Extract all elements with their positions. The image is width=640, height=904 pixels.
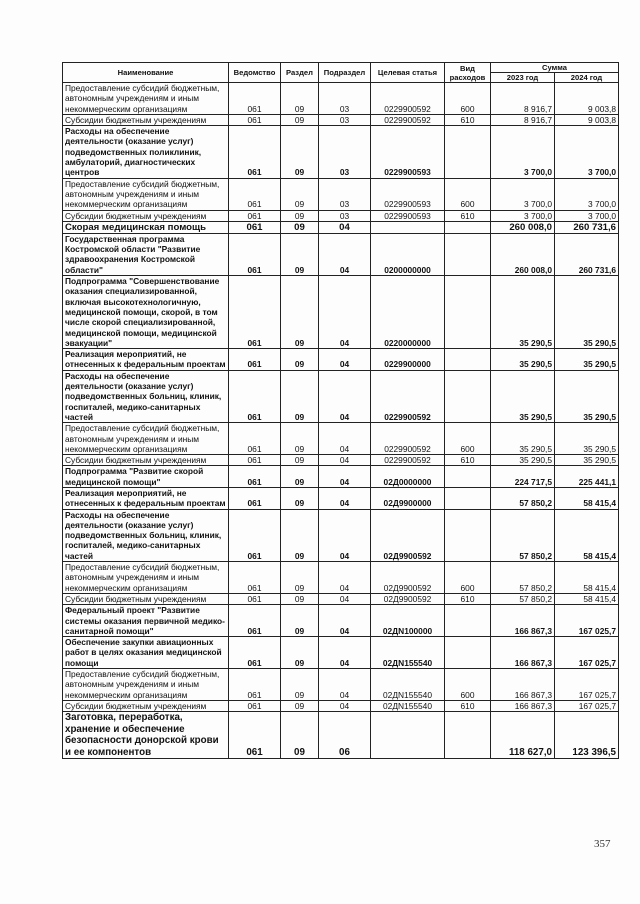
cell-type: 600	[445, 423, 491, 455]
cell-y1: 35 290,5	[491, 276, 555, 349]
cell-dept: 061	[229, 700, 281, 711]
cell-y2: 9 003,8	[555, 114, 619, 125]
cell-name: Реализация мероприятий, не отнесенных к федеральным проектам	[63, 487, 229, 509]
cell-y1: 260 008,0	[491, 221, 555, 233]
cell-section: 09	[281, 233, 319, 275]
table-row	[63, 210, 619, 221]
cell-type	[445, 126, 491, 178]
cell-type: 610	[445, 114, 491, 125]
cell-y1: 35 290,5	[491, 370, 555, 422]
cell-type: 600	[445, 562, 491, 594]
cell-y2: 58 415,4	[555, 562, 619, 594]
cell-target	[371, 712, 445, 759]
page-number: 357	[594, 838, 611, 850]
cell-subsection: 04	[319, 593, 371, 604]
cell-dept: 061	[229, 178, 281, 210]
cell-section: 09	[281, 562, 319, 594]
header-name: Наименование	[63, 63, 229, 83]
cell-type: 600	[445, 178, 491, 210]
table-row	[63, 466, 619, 488]
cell-type: 610	[445, 455, 491, 466]
cell-target: 02Д9900000	[371, 487, 445, 509]
cell-type	[445, 370, 491, 422]
cell-subsection: 03	[319, 114, 371, 125]
cell-y1: 260 008,0	[491, 233, 555, 275]
cell-subsection: 04	[319, 487, 371, 509]
cell-section: 09	[281, 221, 319, 233]
table-row	[63, 593, 619, 604]
cell-dept: 061	[229, 349, 281, 371]
cell-section: 09	[281, 83, 319, 115]
cell-y1: 3 700,0	[491, 178, 555, 210]
cell-y1: 57 850,2	[491, 509, 555, 561]
cell-type: 610	[445, 700, 491, 711]
header-section: Раздел	[281, 63, 319, 83]
table-row	[63, 370, 619, 422]
cell-y1: 118 627,0	[491, 712, 555, 759]
table-header	[63, 63, 619, 83]
cell-subsection: 04	[319, 562, 371, 594]
table-row	[63, 233, 619, 275]
cell-type	[445, 712, 491, 759]
cell-target: 02ДN155540	[371, 700, 445, 711]
cell-y2: 58 415,4	[555, 487, 619, 509]
header-target: Целевая статья	[371, 63, 445, 83]
header-year-2024: 2024 год	[555, 73, 619, 83]
cell-section: 09	[281, 370, 319, 422]
cell-name: Предоставление субсидий бюджетным, автономным учреждениям и иным некоммерческим организациям	[63, 562, 229, 594]
cell-type	[445, 276, 491, 349]
cell-name: Скорая медицинская помощь	[63, 221, 229, 233]
cell-subsection: 04	[319, 423, 371, 455]
cell-type	[445, 605, 491, 637]
table-row	[63, 349, 619, 371]
cell-subsection: 04	[319, 276, 371, 349]
cell-name: Предоставление субсидий бюджетным, автономным учреждениям и иным некоммерческим организациям	[63, 423, 229, 455]
cell-y1: 35 290,5	[491, 423, 555, 455]
table-row	[63, 562, 619, 594]
cell-dept: 061	[229, 712, 281, 759]
cell-y1: 57 850,2	[491, 562, 555, 594]
cell-dept: 061	[229, 126, 281, 178]
table-row	[63, 423, 619, 455]
cell-y1: 8 916,7	[491, 83, 555, 115]
cell-dept: 061	[229, 233, 281, 275]
cell-subsection: 04	[319, 349, 371, 371]
cell-subsection: 04	[319, 509, 371, 561]
cell-subsection: 03	[319, 126, 371, 178]
cell-y2: 167 025,7	[555, 637, 619, 669]
cell-subsection: 04	[319, 605, 371, 637]
cell-section: 09	[281, 423, 319, 455]
cell-subsection: 04	[319, 233, 371, 275]
cell-y2: 35 290,5	[555, 423, 619, 455]
table-row	[63, 114, 619, 125]
cell-target: 0200000000	[371, 233, 445, 275]
cell-dept: 061	[229, 487, 281, 509]
cell-type	[445, 637, 491, 669]
cell-y1: 166 867,3	[491, 669, 555, 701]
cell-name: Государственная программа Костромской области "Развитие здравоохранения Костромской области"	[63, 233, 229, 275]
cell-dept: 061	[229, 637, 281, 669]
cell-y2: 9 003,8	[555, 83, 619, 115]
cell-name: Субсидии бюджетным учреждениям	[63, 593, 229, 604]
cell-name: Субсидии бюджетным учреждениям	[63, 455, 229, 466]
cell-name: Субсидии бюджетным учреждениям	[63, 114, 229, 125]
cell-dept: 061	[229, 455, 281, 466]
table-body	[63, 83, 619, 759]
cell-type: 610	[445, 593, 491, 604]
cell-name: Предоставление субсидий бюджетным, автономным учреждениям и иным некоммерческим организациям	[63, 669, 229, 701]
header-dept: Ведомство	[229, 63, 281, 83]
cell-section: 09	[281, 487, 319, 509]
cell-y2: 225 441,1	[555, 466, 619, 488]
table-row	[63, 221, 619, 233]
cell-subsection: 03	[319, 210, 371, 221]
cell-dept: 061	[229, 466, 281, 488]
cell-subsection: 03	[319, 83, 371, 115]
cell-name: Заготовка, переработка, хранение и обеспечение безопасности донорской крови и ее компонентов	[63, 712, 229, 759]
cell-dept: 061	[229, 509, 281, 561]
cell-y1: 35 290,5	[491, 349, 555, 371]
cell-section: 09	[281, 669, 319, 701]
cell-name: Предоставление субсидий бюджетным, автономным учреждениям и иным некоммерческим организациям	[63, 178, 229, 210]
cell-name: Подпрограмма "Совершенствование оказания специализированной, включая высокотехнологичную, медицинской помощи, скорой, в том числе скорой специализированной, медицинской помощи, медицинской эвакуации"	[63, 276, 229, 349]
cell-type	[445, 349, 491, 371]
table-row	[63, 637, 619, 669]
cell-target: 02Д0000000	[371, 466, 445, 488]
cell-y2: 35 290,5	[555, 349, 619, 371]
cell-name: Расходы на обеспечение деятельности (оказание услуг) подведомственных больниц, клиник, госпиталей, медико-санитарных частей	[63, 370, 229, 422]
header-sum: Сумма	[491, 63, 619, 73]
cell-dept: 061	[229, 562, 281, 594]
cell-subsection: 03	[319, 178, 371, 210]
cell-name: Федеральный проект "Развитие системы оказания первичной медико-санитарной помощи"	[63, 605, 229, 637]
cell-type	[445, 221, 491, 233]
cell-subsection: 04	[319, 221, 371, 233]
cell-y2: 167 025,7	[555, 669, 619, 701]
cell-type: 610	[445, 210, 491, 221]
cell-target: 0229900592	[371, 370, 445, 422]
cell-dept: 061	[229, 605, 281, 637]
cell-subsection: 06	[319, 712, 371, 759]
cell-target: 02Д9900592	[371, 562, 445, 594]
cell-type	[445, 466, 491, 488]
cell-target: 0229900593	[371, 210, 445, 221]
cell-name: Расходы на обеспечение деятельности (оказание услуг) подведомственных больниц, клиник, госпиталей, медико-санитарных частей	[63, 509, 229, 561]
cell-y1: 3 700,0	[491, 126, 555, 178]
cell-dept: 061	[229, 370, 281, 422]
cell-subsection: 04	[319, 700, 371, 711]
cell-y2: 260 731,6	[555, 233, 619, 275]
cell-y2: 58 415,4	[555, 509, 619, 561]
cell-name: Расходы на обеспечение деятельности (оказание услуг) подведомственных поликлиник, амбулаторий, диагностических центров	[63, 126, 229, 178]
cell-target: 0229900593	[371, 126, 445, 178]
cell-y1: 57 850,2	[491, 487, 555, 509]
cell-dept: 061	[229, 593, 281, 604]
table-row	[63, 178, 619, 210]
cell-name: Субсидии бюджетным учреждениям	[63, 700, 229, 711]
cell-y1: 8 916,7	[491, 114, 555, 125]
table-row	[63, 276, 619, 349]
cell-dept: 061	[229, 221, 281, 233]
cell-section: 09	[281, 466, 319, 488]
cell-y2: 35 290,5	[555, 276, 619, 349]
cell-y2: 167 025,7	[555, 700, 619, 711]
cell-target: 0229900592	[371, 455, 445, 466]
table-row	[63, 700, 619, 711]
cell-type: 600	[445, 669, 491, 701]
cell-type	[445, 509, 491, 561]
cell-subsection: 04	[319, 370, 371, 422]
table-row	[63, 126, 619, 178]
table-row	[63, 669, 619, 701]
cell-section: 09	[281, 712, 319, 759]
cell-y2: 260 731,6	[555, 221, 619, 233]
table-row	[63, 455, 619, 466]
cell-subsection: 04	[319, 455, 371, 466]
cell-target: 02Д9900592	[371, 509, 445, 561]
cell-target: 0229900593	[371, 178, 445, 210]
cell-y1: 3 700,0	[491, 210, 555, 221]
cell-type: 600	[445, 83, 491, 115]
cell-subsection: 04	[319, 637, 371, 669]
cell-dept: 061	[229, 114, 281, 125]
cell-dept: 061	[229, 210, 281, 221]
cell-section: 09	[281, 593, 319, 604]
table-row	[63, 605, 619, 637]
cell-target: 0229900592	[371, 114, 445, 125]
header-expense-type: Вид расходов	[445, 63, 491, 83]
cell-y2: 3 700,0	[555, 178, 619, 210]
cell-target: 02ДN155540	[371, 669, 445, 701]
cell-dept: 061	[229, 423, 281, 455]
cell-y2: 3 700,0	[555, 126, 619, 178]
cell-section: 09	[281, 605, 319, 637]
cell-y1: 35 290,5	[491, 455, 555, 466]
cell-section: 09	[281, 637, 319, 669]
cell-type	[445, 487, 491, 509]
cell-y2: 3 700,0	[555, 210, 619, 221]
budget-table	[62, 62, 619, 759]
cell-y1: 166 867,3	[491, 605, 555, 637]
cell-subsection: 04	[319, 669, 371, 701]
cell-name: Подпрограмма "Развитие скорой медицинской помощи"	[63, 466, 229, 488]
cell-section: 09	[281, 455, 319, 466]
cell-y2: 35 290,5	[555, 370, 619, 422]
cell-y1: 224 717,5	[491, 466, 555, 488]
header-year-2023: 2023 год	[491, 73, 555, 83]
table-row	[63, 509, 619, 561]
cell-y1: 57 850,2	[491, 593, 555, 604]
cell-y1: 166 867,3	[491, 637, 555, 669]
cell-name: Обеспечение закупки авиационных работ в целях оказания медицинской помощи	[63, 637, 229, 669]
cell-target: 0229900000	[371, 349, 445, 371]
cell-dept: 061	[229, 669, 281, 701]
cell-target: 0229900592	[371, 83, 445, 115]
cell-y1: 166 867,3	[491, 700, 555, 711]
header-subsection: Подраздел	[319, 63, 371, 83]
cell-dept: 061	[229, 83, 281, 115]
table-row	[63, 487, 619, 509]
cell-y2: 123 396,5	[555, 712, 619, 759]
cell-section: 09	[281, 210, 319, 221]
cell-section: 09	[281, 700, 319, 711]
cell-target: 0220000000	[371, 276, 445, 349]
cell-section: 09	[281, 509, 319, 561]
cell-section: 09	[281, 178, 319, 210]
cell-subsection: 04	[319, 466, 371, 488]
cell-section: 09	[281, 114, 319, 125]
cell-target: 02ДN155540	[371, 637, 445, 669]
cell-target: 02Д9900592	[371, 593, 445, 604]
cell-section: 09	[281, 126, 319, 178]
cell-name: Реализация мероприятий, не отнесенных к федеральным проектам	[63, 349, 229, 371]
cell-target: 02ДN100000	[371, 605, 445, 637]
cell-y2: 58 415,4	[555, 593, 619, 604]
cell-target: 0229900592	[371, 423, 445, 455]
cell-type	[445, 233, 491, 275]
cell-y2: 167 025,7	[555, 605, 619, 637]
cell-name: Предоставление субсидий бюджетным, автономным учреждениям и иным некоммерческим организациям	[63, 83, 229, 115]
cell-section: 09	[281, 349, 319, 371]
cell-name: Субсидии бюджетным учреждениям	[63, 210, 229, 221]
table-row	[63, 712, 619, 759]
table-row	[63, 83, 619, 115]
cell-target	[371, 221, 445, 233]
cell-section: 09	[281, 276, 319, 349]
cell-y2: 35 290,5	[555, 455, 619, 466]
cell-dept: 061	[229, 276, 281, 349]
